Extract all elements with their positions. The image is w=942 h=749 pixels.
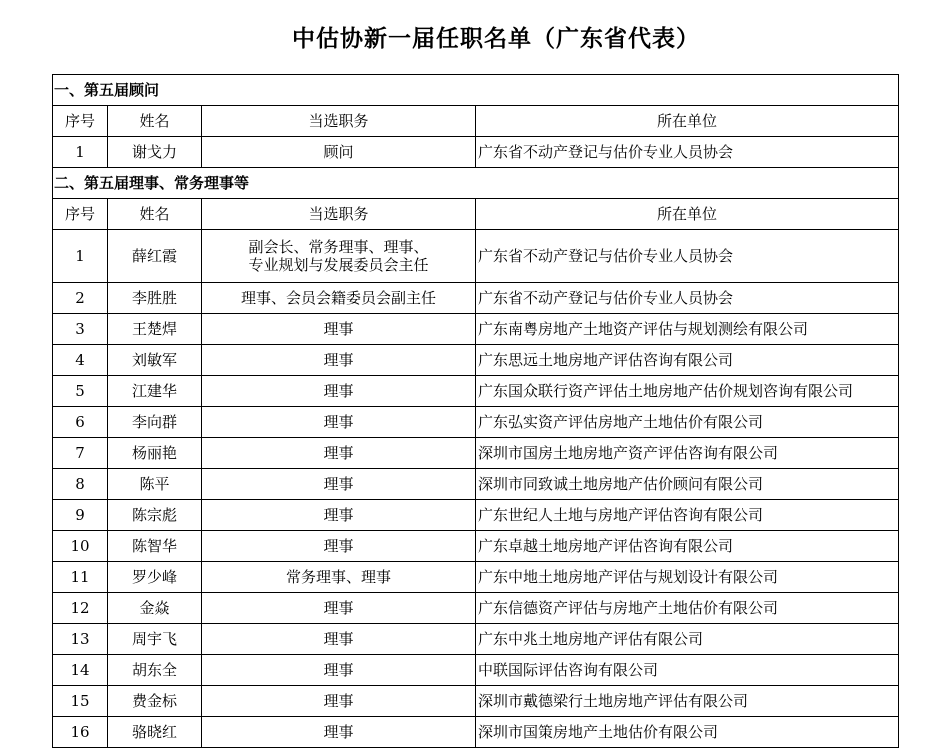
cell-name: 谢戈力 xyxy=(108,137,202,168)
table-row xyxy=(53,469,899,500)
cell-name: 陈智华 xyxy=(108,531,202,562)
table-row xyxy=(53,562,899,593)
cell-no: 10 xyxy=(53,531,108,562)
header-unit: 所在单位 xyxy=(476,199,899,230)
header-no: 序号 xyxy=(53,106,108,137)
page-title: 中估协新一届任职名单（广东省代表） xyxy=(292,25,700,52)
cell-no: 8 xyxy=(53,469,108,500)
table-header-row xyxy=(53,199,899,230)
cell-no: 11 xyxy=(53,562,108,593)
cell-unit: 中联国际评估咨询有限公司 xyxy=(476,655,899,686)
table-header-row xyxy=(53,106,899,137)
table-row xyxy=(53,531,899,562)
table-row xyxy=(53,376,899,407)
cell-unit: 广东中地土地房地产评估与规划设计有限公司 xyxy=(476,562,899,593)
table-row xyxy=(53,407,899,438)
header-unit: 所在单位 xyxy=(476,106,899,137)
cell-position: 理事 xyxy=(202,407,476,438)
table-row xyxy=(53,717,899,748)
roster-table xyxy=(52,74,899,748)
cell-unit: 广东南粤房地产土地资产评估与规划测绘有限公司 xyxy=(476,314,899,345)
section-heading: 一、第五届顾问 xyxy=(53,75,899,106)
header-no: 序号 xyxy=(53,199,108,230)
table-row xyxy=(53,283,899,314)
cell-position: 理事、会员会籍委员会副主任 xyxy=(202,283,476,314)
cell-position: 理事 xyxy=(202,593,476,624)
cell-name: 刘敏军 xyxy=(108,345,202,376)
cell-name: 骆晓红 xyxy=(108,717,202,748)
table-row xyxy=(53,655,899,686)
table-row xyxy=(53,345,899,376)
cell-no: 6 xyxy=(53,407,108,438)
table-row xyxy=(53,624,899,655)
cell-unit: 深圳市戴德梁行土地房地产评估有限公司 xyxy=(476,686,899,717)
cell-unit: 广东世纪人土地与房地产评估咨询有限公司 xyxy=(476,500,899,531)
cell-position: 理事 xyxy=(202,531,476,562)
cell-position: 理事 xyxy=(202,686,476,717)
table-row xyxy=(53,686,899,717)
cell-position: 顾问 xyxy=(202,137,476,168)
cell-unit: 广东思远土地房地产评估咨询有限公司 xyxy=(476,345,899,376)
cell-no: 2 xyxy=(53,283,108,314)
header-position: 当选职务 xyxy=(202,199,476,230)
cell-position: 理事 xyxy=(202,345,476,376)
cell-no: 7 xyxy=(53,438,108,469)
cell-unit: 深圳市国策房地产土地估价有限公司 xyxy=(476,717,899,748)
cell-unit: 广东卓越土地房地产评估咨询有限公司 xyxy=(476,531,899,562)
cell-no: 1 xyxy=(53,137,108,168)
cell-position: 理事 xyxy=(202,469,476,500)
cell-unit: 广东中兆土地房地产评估有限公司 xyxy=(476,624,899,655)
cell-name: 费金标 xyxy=(108,686,202,717)
cell-name: 罗少峰 xyxy=(108,562,202,593)
position-line: 副会长、常务理事、理事、 xyxy=(248,238,429,256)
cell-name: 陈平 xyxy=(108,469,202,500)
cell-position xyxy=(202,230,476,283)
cell-unit: 广东省不动产登记与估价专业人员协会 xyxy=(476,230,899,283)
cell-position: 常务理事、理事 xyxy=(202,562,476,593)
position-line: 专业规划与发展委员会主任 xyxy=(248,256,429,274)
cell-unit: 深圳市国房土地房地产资产评估咨询有限公司 xyxy=(476,438,899,469)
cell-position: 理事 xyxy=(202,314,476,345)
cell-name: 薛红霞 xyxy=(108,230,202,283)
table-row xyxy=(53,500,899,531)
cell-no: 1 xyxy=(53,230,108,283)
cell-unit: 深圳市同致诚土地房地产估价顾问有限公司 xyxy=(476,469,899,500)
cell-unit: 广东国众联行资产评估土地房地产估价规划咨询有限公司 xyxy=(476,376,899,407)
cell-position: 理事 xyxy=(202,500,476,531)
cell-no: 13 xyxy=(53,624,108,655)
header-name: 姓名 xyxy=(108,106,202,137)
header-name: 姓名 xyxy=(108,199,202,230)
cell-position: 理事 xyxy=(202,717,476,748)
cell-unit: 广东省不动产登记与估价专业人员协会 xyxy=(476,283,899,314)
cell-position: 理事 xyxy=(202,655,476,686)
cell-unit: 广东省不动产登记与估价专业人员协会 xyxy=(476,137,899,168)
cell-name: 胡东全 xyxy=(108,655,202,686)
table-row xyxy=(53,438,899,469)
cell-name: 杨丽艳 xyxy=(108,438,202,469)
table-row xyxy=(53,314,899,345)
cell-position: 理事 xyxy=(202,438,476,469)
cell-no: 16 xyxy=(53,717,108,748)
section-heading: 二、第五届理事、常务理事等 xyxy=(53,168,899,199)
cell-unit: 广东信德资产评估与房地产土地估价有限公司 xyxy=(476,593,899,624)
cell-name: 金焱 xyxy=(108,593,202,624)
cell-no: 12 xyxy=(53,593,108,624)
table-row xyxy=(53,593,899,624)
table-row xyxy=(53,230,899,283)
cell-name: 周宇飞 xyxy=(108,624,202,655)
cell-no: 9 xyxy=(53,500,108,531)
cell-name: 李胜胜 xyxy=(108,283,202,314)
cell-unit: 广东弘实资产评估房地产土地估价有限公司 xyxy=(476,407,899,438)
cell-name: 王楚焊 xyxy=(108,314,202,345)
cell-no: 15 xyxy=(53,686,108,717)
section-heading-row xyxy=(53,168,899,199)
cell-name: 陈宗彪 xyxy=(108,500,202,531)
table-row xyxy=(53,137,899,168)
cell-no: 4 xyxy=(53,345,108,376)
section-heading-row xyxy=(53,75,899,106)
cell-name: 江建华 xyxy=(108,376,202,407)
cell-no: 5 xyxy=(53,376,108,407)
cell-position: 理事 xyxy=(202,376,476,407)
cell-name: 李向群 xyxy=(108,407,202,438)
cell-no: 14 xyxy=(53,655,108,686)
cell-no: 3 xyxy=(53,314,108,345)
cell-position: 理事 xyxy=(202,624,476,655)
header-position: 当选职务 xyxy=(202,106,476,137)
